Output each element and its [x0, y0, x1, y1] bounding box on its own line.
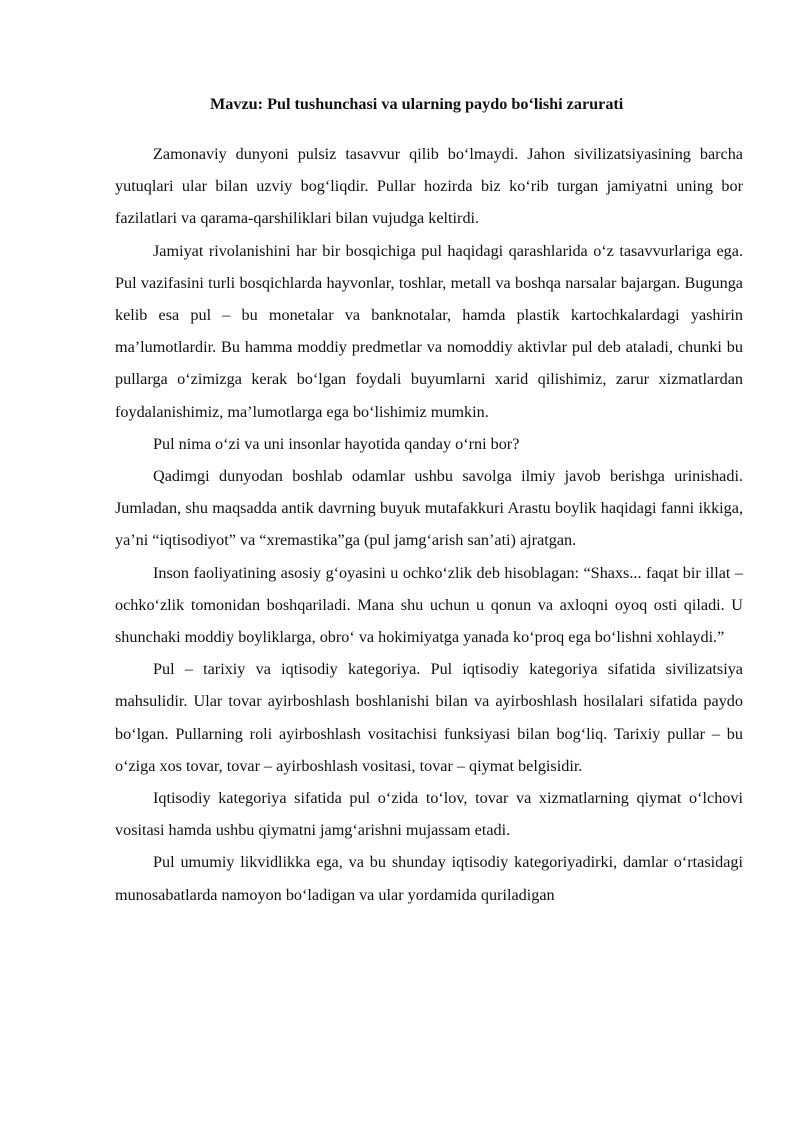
paragraph-3: Pul nima o‘zi va uni insonlar hayotida qanday o‘rni bor? — [153, 434, 520, 453]
paragraph-6: Pul – tarixiy va iqtisodiy kategoriya. Pul iqtisodiy kategoriya sifatida sivilizatsiya mahsulidir. Ular tovar ayirboshlash boshlanishi bilan va ayirboshlash hosilalari sifatida paydo bo‘lgan. Pullarning roli ayirboshlash vositachisi funksiyasi bilan bog‘liq. Tarixiy pullar – bu o‘ziga xos tovar, tovar – ayirboshlash vositasi, tovar – qiymat belgisidir. — [115, 660, 743, 775]
paragraph-8: Pul umumiy likvidlikka ega, va bu shunday iqtisodiy kategoriyadirki, damlar o‘rtasidagi munosabatlarda namoyon bo‘ladigan va ular yordamida quriladigan — [115, 853, 743, 904]
document-body — [115, 138, 743, 911]
paragraph-5: Inson faoliyatining asosiy g‘oyasini u ochko‘zlik deb hisoblagan: “Shaxs... faqat bir illat – ochko‘zlik tomonidan boshqariladi. Mana shu uchun u qonun va axloqni oyoq osti qiladi. U shunchaki moddiy boyliklarga, obro‘ va hokimiyatga yanada ko‘proq ega bo‘lishni xohlaydi.” — [115, 563, 743, 647]
paragraph-1: Zamonaviy dunyoni pulsiz tasavvur qilib bo‘lmaydi. Jahon sivilizatsiyasining barcha yutuqlari ular bilan uzviy bog‘liqdir. Pullar hozirda biz ko‘rib turgan jamiyatni uning bor fazilatlari va qarama-qarshiliklari bilan vujudga keltirdi. — [115, 145, 743, 228]
paragraph-4: Qadimgi dunyodan boshlab odamlar ushbu savolga ilmiy javob berishga urinishadi. Jumladan, shu maqsadda antik davrning buyuk mutafakkuri Arastu boylik haqidagi fanni ikkiga, ya’ni “iqtisodiyot” va “xremastika”ga (pul jamg‘arish san’ati) ajratgan. — [115, 467, 743, 550]
document-title: Mavzu: Pul tushunchasi va ularning paydo bo‘lishi zarurati — [210, 95, 624, 113]
paragraph-2: Jamiyat rivolanishini har bir bosqichiga pul haqidagi qarashlarida o‘z tasavvurlariga ega. Pul vazifasini turli bosqichlarda hayvonlar, toshlar, metall va boshqa narsalar bajargan. Bugunga kelib esa pul – bu monetalar va banknotalar, hamda plastik kartochkalardagi yashirin ma’lumotlardir. Bu hamma moddiy predmetlar va nomoddiy aktivlar pul deb ataladi, chunki bu pullarga o‘zimizga kerak bo‘lgan foydali buyumlarni xarid qilishimiz, zarur xizmatlardan foydalanishimiz, ma’lumotlarga ega bo‘lishimiz mumkin. — [115, 241, 743, 421]
paragraph-7: Iqtisodiy kategoriya sifatida pul o‘zida to‘lov, tovar va xizmatlarning qiymat o‘lchovi vositasi hamda ushbu qiymatni jamg‘arishni mujassam etadi. — [115, 789, 743, 840]
